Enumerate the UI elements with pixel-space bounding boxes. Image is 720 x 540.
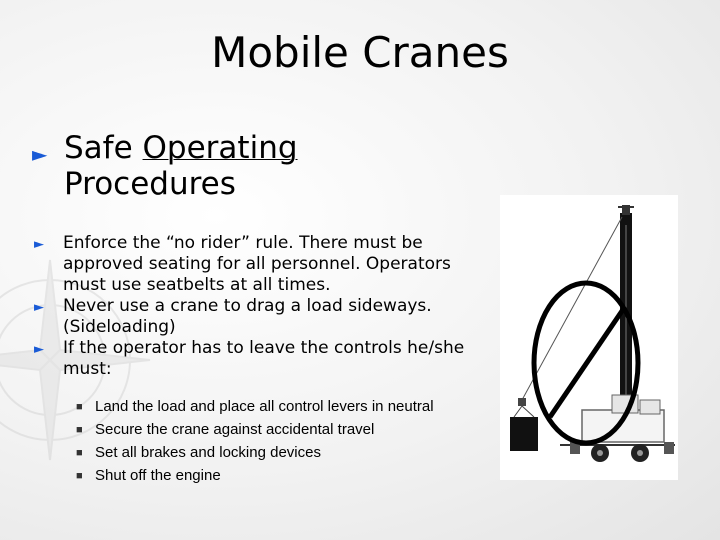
bullet-text: If the operator has to leave the controls he/she must: [63,338,465,379]
arrow-right-icon: ► [34,237,44,252]
bullet-item [34,338,494,380]
sub-bullet-text: Land the load and place all control levers in neutral [95,398,434,415]
sub-bullet-item [74,398,494,416]
square-bullet-icon: ■ [76,447,83,459]
bullet-text: Enforce the “no rider” rule. There must be approved seating for all personnel. Operators must use seatbelts at all times. [63,233,451,295]
bullet-item [34,233,494,296]
bullet-text: Never use a crane to drag a load sideways. (Sideloading) [63,296,432,337]
heading-line-1 [64,130,298,166]
sub-bullet-text: Set all brakes and locking devices [95,444,321,461]
square-bullet-icon: ■ [76,424,83,436]
arrow-right-icon: ► [34,342,44,357]
sub-bullet-item [74,467,494,485]
sub-bullet-text: Shut off the engine [95,467,221,484]
slide-title: Mobile Cranes [211,28,509,77]
square-bullet-icon: ■ [76,470,83,482]
arrow-right-icon: ► [34,300,44,315]
heading-word-1: Safe [64,130,133,166]
bullet-list [34,233,494,380]
heading-line-2: Procedures [64,166,236,202]
sub-bullet-list [74,398,494,490]
heading-word-2: Operating [142,130,298,166]
sub-bullet-text: Secure the crane against accidental travel [95,421,375,438]
sub-bullet-item [74,421,494,439]
arrow-right-icon: ► [32,142,48,166]
square-bullet-icon: ■ [76,401,83,413]
crane-prohibited-illustration [500,195,678,480]
sub-bullet-item [74,444,494,462]
bullet-item [34,296,494,338]
